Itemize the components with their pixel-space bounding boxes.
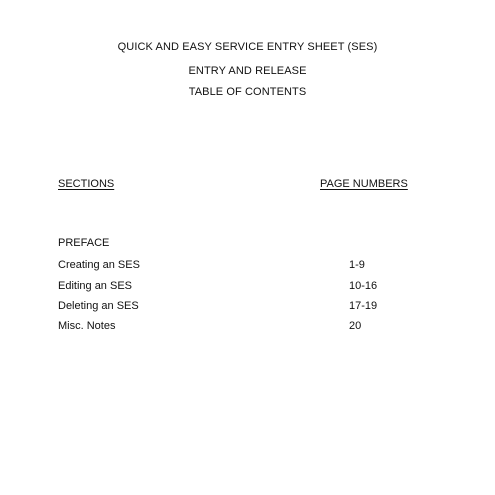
document-subtitle: ENTRY AND RELEASE xyxy=(188,65,307,77)
toc-row xyxy=(0,300,495,316)
table-of-contents-heading: TABLE OF CONTENTS xyxy=(188,86,307,98)
toc-page-range: 10-16 xyxy=(349,280,378,292)
toc-section-label: Editing an SES xyxy=(58,280,132,292)
sections-column-header: SECTIONS xyxy=(58,178,115,190)
toc-section-label: PREFACE xyxy=(58,237,110,249)
toc-page-range: 17-19 xyxy=(349,300,378,312)
toc-section-label: Creating an SES xyxy=(58,259,140,271)
toc-row xyxy=(0,280,495,296)
toc-page-range: 20 xyxy=(349,320,362,332)
toc-row xyxy=(0,320,495,336)
document-title: QUICK AND EASY SERVICE ENTRY SHEET (SES) xyxy=(117,41,378,53)
toc-section-label: Deleting an SES xyxy=(58,300,139,312)
toc-section-label: Misc. Notes xyxy=(58,320,116,332)
page-numbers-column-header: PAGE NUMBERS xyxy=(320,178,408,190)
toc-row xyxy=(0,259,495,275)
toc-page-range: 1-9 xyxy=(349,259,365,271)
toc-row xyxy=(0,237,495,253)
